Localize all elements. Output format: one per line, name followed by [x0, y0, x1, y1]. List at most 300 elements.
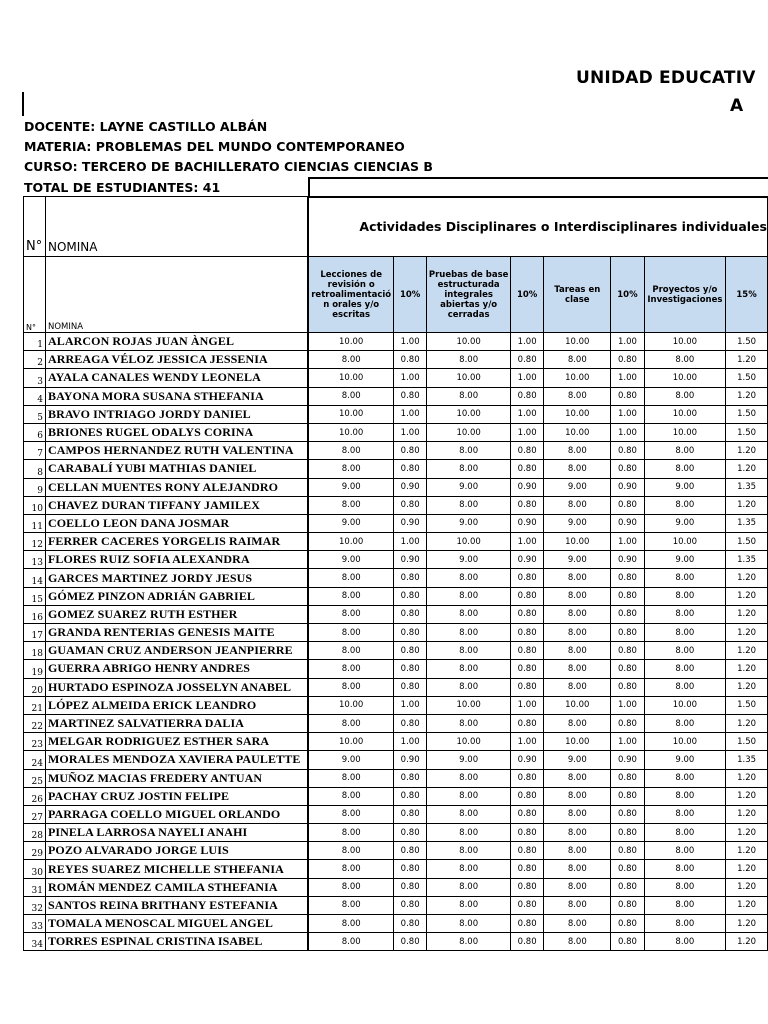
- grade-cell: 9.00: [644, 478, 725, 496]
- grade-cell: 8.00: [427, 714, 511, 732]
- grade-cell: 9.00: [644, 551, 725, 569]
- grade-cell: 8.00: [544, 860, 611, 878]
- grade-cell: 10.00: [427, 733, 511, 751]
- grade-cell: 0.80: [611, 842, 644, 860]
- grade-cell: 1.00: [510, 369, 543, 387]
- row-number: 27: [24, 805, 46, 823]
- student-name: CHAVEZ DURAN TIFFANY JAMILEX: [45, 496, 308, 514]
- header-nomina: NOMINA: [45, 197, 308, 257]
- student-name: MORALES MENDOZA XAVIERA PAULETTE: [45, 751, 308, 769]
- grade-cell: 8.00: [308, 769, 393, 787]
- student-name: PACHAY CRUZ JOSTIN FELIPE: [45, 787, 308, 805]
- grade-cell: 8.00: [644, 660, 725, 678]
- grade-cell: 8.00: [544, 787, 611, 805]
- grade-cell: 0.80: [611, 805, 644, 823]
- grade-cell: 0.80: [510, 587, 543, 605]
- student-name: LÓPEZ ALMEIDA ERICK LEANDRO: [45, 696, 308, 714]
- grade-cell: 0.80: [510, 769, 543, 787]
- grade-cell: 10.00: [644, 696, 725, 714]
- row-number: 20: [24, 678, 46, 696]
- grade-cell: 0.80: [611, 569, 644, 587]
- grade-cell: 0.80: [611, 787, 644, 805]
- grade-cell: 10.00: [427, 369, 511, 387]
- grade-cell: 1.20: [726, 769, 768, 787]
- row-number: 3: [24, 369, 46, 387]
- grade-cell: 1.00: [510, 405, 543, 423]
- grade-cell: 8.00: [544, 387, 611, 405]
- grade-cell: 8.00: [544, 442, 611, 460]
- student-name: PARRAGA COELLO MIGUEL ORLANDO: [45, 805, 308, 823]
- grade-cell: 0.80: [393, 569, 426, 587]
- grade-cell: 10.00: [427, 405, 511, 423]
- grade-cell: 8.00: [544, 605, 611, 623]
- grade-cell: 0.80: [393, 387, 426, 405]
- grade-cell: 10.00: [544, 369, 611, 387]
- grade-cell: 8.00: [644, 387, 725, 405]
- student-name: FERRER CACERES YORGELIS RAIMAR: [45, 533, 308, 551]
- grade-cell: 10.00: [427, 333, 511, 351]
- grade-cell: 0.80: [611, 896, 644, 914]
- grade-cell: 8.00: [644, 569, 725, 587]
- grade-cell: 0.80: [611, 460, 644, 478]
- grade-cell: 8.00: [308, 842, 393, 860]
- table-row: [24, 696, 768, 714]
- grade-cell: 0.80: [510, 824, 543, 842]
- table-row: [24, 478, 768, 496]
- student-name: BAYONA MORA SUSANA STHEFANIA: [45, 387, 308, 405]
- grade-cell: 0.80: [393, 460, 426, 478]
- grade-cell: 0.80: [611, 387, 644, 405]
- grade-cell: 0.80: [510, 642, 543, 660]
- grade-cell: 8.00: [427, 351, 511, 369]
- table-row: [24, 769, 768, 787]
- grade-cell: 0.80: [393, 878, 426, 896]
- grade-cell: 8.00: [427, 660, 511, 678]
- grade-cell: 1.00: [510, 733, 543, 751]
- grade-cell: 10.00: [308, 733, 393, 751]
- grade-cell: 8.00: [427, 787, 511, 805]
- table-row: [24, 624, 768, 642]
- grade-cell: 8.00: [544, 769, 611, 787]
- grade-cell: 8.00: [644, 787, 725, 805]
- grade-cell: 1.20: [726, 496, 768, 514]
- student-name: FLORES RUIZ SOFIA ALEXANDRA: [45, 551, 308, 569]
- grade-cell: 9.00: [544, 478, 611, 496]
- grade-cell: 10.00: [644, 533, 725, 551]
- grade-cell: 10.00: [544, 423, 611, 441]
- row-number: 5: [24, 405, 46, 423]
- grade-cell: 0.80: [510, 787, 543, 805]
- grade-cell: 8.00: [544, 569, 611, 587]
- table-row: [24, 915, 768, 933]
- activities-group-header: Actividades Disciplinares o Interdisciplinares individuales: [308, 197, 767, 257]
- grade-cell: 1.35: [726, 751, 768, 769]
- grade-cell: 1.00: [611, 333, 644, 351]
- student-name: REYES SUAREZ MICHELLE STHEFANIA: [45, 860, 308, 878]
- grade-cell: 8.00: [544, 496, 611, 514]
- table-row: [24, 514, 768, 532]
- grade-cell: 9.00: [644, 751, 725, 769]
- grade-cell: 9.00: [427, 751, 511, 769]
- row-number: 10: [24, 496, 46, 514]
- table-row: [24, 442, 768, 460]
- grade-cell: 8.00: [644, 351, 725, 369]
- grade-cell: 0.80: [393, 805, 426, 823]
- grade-cell: 1.00: [510, 423, 543, 441]
- grade-cell: 8.00: [308, 824, 393, 842]
- row-number: 12: [24, 533, 46, 551]
- grade-cell: 8.00: [644, 678, 725, 696]
- grade-cell: 1.20: [726, 605, 768, 623]
- table-row: [24, 351, 768, 369]
- student-name: ARREAGA VÉLOZ JESSICA JESSENIA: [45, 351, 308, 369]
- total-estudiantes-label: TOTAL DE ESTUDIANTES: 41: [24, 180, 221, 195]
- grade-cell: 8.00: [427, 569, 511, 587]
- grade-cell: 1.00: [393, 533, 426, 551]
- table-row: [24, 805, 768, 823]
- grade-cell: 1.00: [510, 533, 543, 551]
- grade-cell: 1.00: [393, 333, 426, 351]
- grade-cell: 0.80: [611, 769, 644, 787]
- grade-cell: 8.00: [308, 678, 393, 696]
- grade-cell: 1.00: [611, 533, 644, 551]
- grade-cell: 0.80: [393, 605, 426, 623]
- grade-cell: 1.35: [726, 478, 768, 496]
- grade-cell: 1.00: [393, 696, 426, 714]
- grade-cell: 1.20: [726, 824, 768, 842]
- row-number: 19: [24, 660, 46, 678]
- grade-cell: 0.80: [393, 660, 426, 678]
- grade-cell: 9.00: [427, 514, 511, 532]
- row-number: 23: [24, 733, 46, 751]
- grade-cell: 1.20: [726, 569, 768, 587]
- grade-cell: 8.00: [308, 787, 393, 805]
- table-row: [24, 896, 768, 914]
- table-row: [24, 496, 768, 514]
- grade-cell: 1.00: [611, 696, 644, 714]
- grade-cell: 0.80: [611, 587, 644, 605]
- grade-cell: 8.00: [308, 896, 393, 914]
- grade-cell: 0.80: [611, 496, 644, 514]
- grade-cell: 8.00: [544, 878, 611, 896]
- table-row: [24, 787, 768, 805]
- grade-cell: 0.80: [611, 824, 644, 842]
- grade-cell: 8.00: [644, 842, 725, 860]
- grade-cell: 1.20: [726, 624, 768, 642]
- grade-cell: 0.80: [510, 896, 543, 914]
- table-row: [24, 423, 768, 441]
- grade-cell: 1.20: [726, 460, 768, 478]
- table-row: [24, 587, 768, 605]
- grade-cell: 0.90: [393, 514, 426, 532]
- table-row: [24, 460, 768, 478]
- materia-label: MATERIA: PROBLEMAS DEL MUNDO CONTEMPORANEO: [24, 139, 405, 154]
- subheader-no: N°: [24, 257, 46, 333]
- grade-cell: 10.00: [544, 405, 611, 423]
- text-cursor: [22, 92, 24, 116]
- row-number: 6: [24, 423, 46, 441]
- grade-cell: 8.00: [644, 896, 725, 914]
- grade-cell: 8.00: [308, 624, 393, 642]
- student-name: CAMPOS HERNANDEZ RUTH VALENTINA: [45, 442, 308, 460]
- grade-cell: 0.80: [393, 824, 426, 842]
- grade-cell: 8.00: [308, 805, 393, 823]
- grade-cell: 8.00: [644, 442, 725, 460]
- grade-cell: 9.00: [308, 551, 393, 569]
- grade-cell: 8.00: [308, 660, 393, 678]
- grade-cell: 9.00: [427, 478, 511, 496]
- grade-cell: 8.00: [644, 933, 725, 951]
- grade-cell: 1.20: [726, 678, 768, 696]
- grade-cell: 1.35: [726, 514, 768, 532]
- grade-cell: 8.00: [427, 896, 511, 914]
- grade-cell: 8.00: [644, 496, 725, 514]
- grade-cell: 8.00: [544, 460, 611, 478]
- student-name: GUAMAN CRUZ ANDERSON JEANPIERRE: [45, 642, 308, 660]
- grade-cell: 1.00: [510, 333, 543, 351]
- grade-cell: 0.80: [393, 787, 426, 805]
- grade-cell: 0.90: [510, 514, 543, 532]
- grade-cell: 0.90: [393, 551, 426, 569]
- row-number: 11: [24, 514, 46, 532]
- grade-cell: 8.00: [427, 878, 511, 896]
- grade-cell: 1.20: [726, 642, 768, 660]
- table-row: [24, 824, 768, 842]
- grade-cell: 0.80: [393, 896, 426, 914]
- row-number: 30: [24, 860, 46, 878]
- table-row: [24, 551, 768, 569]
- table-row: [24, 714, 768, 732]
- grade-cell: 1.50: [726, 696, 768, 714]
- grade-cell: 0.80: [393, 769, 426, 787]
- grade-cell: 0.80: [611, 878, 644, 896]
- grade-cell: 8.00: [544, 624, 611, 642]
- school-title-line2: A: [730, 96, 744, 116]
- grade-cell: 0.80: [510, 624, 543, 642]
- grade-cell: 0.80: [611, 860, 644, 878]
- grade-cell: 0.80: [393, 496, 426, 514]
- student-name: SANTOS REINA BRITHANY ESTEFANIA: [45, 896, 308, 914]
- row-number: 14: [24, 569, 46, 587]
- header-no: N°: [24, 197, 46, 257]
- grade-cell: 0.80: [611, 624, 644, 642]
- grade-cell: 1.00: [611, 405, 644, 423]
- grade-cell: 0.80: [510, 605, 543, 623]
- grade-cell: 8.00: [544, 660, 611, 678]
- grades-table: [23, 196, 768, 951]
- grade-cell: 8.00: [544, 351, 611, 369]
- grade-cell: 9.00: [308, 514, 393, 532]
- grade-cell: 10.00: [644, 423, 725, 441]
- subheader-lecciones: Lecciones de revisión o retroalimentació n orales y/o escritas: [308, 257, 393, 333]
- table-row: [24, 569, 768, 587]
- grade-cell: 0.80: [393, 714, 426, 732]
- student-name: GRANDA RENTERIAS GENESIS MAITE: [45, 624, 308, 642]
- row-number: 2: [24, 351, 46, 369]
- grade-cell: 8.00: [427, 460, 511, 478]
- grade-cell: 0.80: [611, 678, 644, 696]
- student-name: GÓMEZ PINZON ADRIÁN GABRIEL: [45, 587, 308, 605]
- grade-cell: 8.00: [544, 824, 611, 842]
- grade-cell: 10.00: [544, 733, 611, 751]
- grade-cell: 8.00: [308, 387, 393, 405]
- grade-cell: 0.90: [393, 751, 426, 769]
- grade-cell: 8.00: [308, 442, 393, 460]
- student-name: PINELA LARROSA NAYELI ANAHI: [45, 824, 308, 842]
- grade-cell: 1.35: [726, 551, 768, 569]
- student-name: GOMEZ SUAREZ RUTH ESTHER: [45, 605, 308, 623]
- table-row: [24, 733, 768, 751]
- subheader-pruebas-pct: 10%: [510, 257, 543, 333]
- grade-cell: 10.00: [427, 423, 511, 441]
- grade-cell: 8.00: [544, 915, 611, 933]
- grade-cell: 1.20: [726, 714, 768, 732]
- subheader-nomina: NOMINA: [45, 257, 308, 333]
- grade-cell: 8.00: [308, 714, 393, 732]
- grade-cell: 0.80: [393, 624, 426, 642]
- grade-cell: 0.80: [510, 805, 543, 823]
- grade-cell: 10.00: [544, 696, 611, 714]
- grade-cell: 0.80: [510, 460, 543, 478]
- student-name: POZO ALVARADO JORGE LUIS: [45, 842, 308, 860]
- student-name: HURTADO ESPINOZA JOSSELYN ANABEL: [45, 678, 308, 696]
- grade-cell: 8.00: [308, 642, 393, 660]
- grade-cell: 1.50: [726, 369, 768, 387]
- student-name: ROMÁN MENDEZ CAMILA STHEFANIA: [45, 878, 308, 896]
- row-number: 4: [24, 387, 46, 405]
- grade-cell: 1.20: [726, 860, 768, 878]
- grade-cell: 1.00: [393, 423, 426, 441]
- grade-cell: 10.00: [644, 733, 725, 751]
- grade-cell: 0.90: [611, 551, 644, 569]
- grade-cell: 8.00: [644, 714, 725, 732]
- table-row: [24, 642, 768, 660]
- student-name: CELLAN MUENTES RONY ALEJANDRO: [45, 478, 308, 496]
- grade-cell: 1.50: [726, 733, 768, 751]
- grade-cell: 0.80: [611, 605, 644, 623]
- grade-cell: 10.00: [308, 533, 393, 551]
- grade-cell: 8.00: [427, 605, 511, 623]
- grade-cell: 8.00: [308, 933, 393, 951]
- student-name: MARTINEZ SALVATIERRA DALIA: [45, 714, 308, 732]
- grade-cell: 8.00: [544, 842, 611, 860]
- grade-cell: 0.90: [510, 478, 543, 496]
- grade-cell: 0.80: [510, 496, 543, 514]
- grade-cell: 1.20: [726, 805, 768, 823]
- grade-cell: 8.00: [644, 605, 725, 623]
- grade-cell: 8.00: [308, 496, 393, 514]
- grade-cell: 0.80: [393, 915, 426, 933]
- student-name: TORRES ESPINAL CRISTINA ISABEL: [45, 933, 308, 951]
- grade-cell: 9.00: [644, 514, 725, 532]
- subheader-tareas-pct: 10%: [611, 257, 644, 333]
- row-number: 9: [24, 478, 46, 496]
- student-name: BRIONES RUGEL ODALYS CORINA: [45, 423, 308, 441]
- subheader-tareas: Tareas en clase: [544, 257, 611, 333]
- grade-cell: 8.00: [308, 460, 393, 478]
- row-number: 26: [24, 787, 46, 805]
- table-row: [24, 933, 768, 951]
- grade-cell: 8.00: [544, 714, 611, 732]
- grade-cell: 8.00: [644, 915, 725, 933]
- grade-cell: 1.20: [726, 896, 768, 914]
- grade-cell: 10.00: [644, 369, 725, 387]
- grade-cell: 0.90: [611, 514, 644, 532]
- grade-cell: 8.00: [427, 769, 511, 787]
- grade-cell: 8.00: [644, 805, 725, 823]
- row-number: 13: [24, 551, 46, 569]
- subheader-lecciones-pct: 10%: [393, 257, 426, 333]
- row-number: 21: [24, 696, 46, 714]
- grade-cell: 10.00: [427, 696, 511, 714]
- subheader-proyectos-pct: 15%: [726, 257, 768, 333]
- grade-cell: 8.00: [427, 642, 511, 660]
- grade-cell: 0.80: [393, 442, 426, 460]
- grade-cell: 0.80: [393, 587, 426, 605]
- grade-cell: 8.00: [427, 496, 511, 514]
- grade-cell: 0.80: [510, 714, 543, 732]
- curso-label: CURSO: TERCERO DE BACHILLERATO CIENCIAS CIENCIAS B: [24, 159, 433, 174]
- grade-cell: 8.00: [544, 896, 611, 914]
- grade-cell: 8.00: [427, 678, 511, 696]
- student-name: GARCES MARTINEZ JORDY JESUS: [45, 569, 308, 587]
- grade-cell: 0.90: [611, 478, 644, 496]
- grade-cell: 1.00: [510, 696, 543, 714]
- grade-cell: 1.00: [393, 405, 426, 423]
- grade-cell: 0.80: [393, 933, 426, 951]
- grade-cell: 0.80: [510, 915, 543, 933]
- row-number: 16: [24, 605, 46, 623]
- grade-cell: 0.80: [510, 569, 543, 587]
- grade-cell: 1.00: [611, 733, 644, 751]
- row-number: 15: [24, 587, 46, 605]
- grade-cell: 0.80: [393, 351, 426, 369]
- row-number: 31: [24, 878, 46, 896]
- row-number: 8: [24, 460, 46, 478]
- grade-cell: 0.80: [510, 351, 543, 369]
- grade-cell: 8.00: [544, 933, 611, 951]
- grade-cell: 10.00: [308, 405, 393, 423]
- grade-cell: 1.00: [393, 369, 426, 387]
- grade-cell: 8.00: [308, 569, 393, 587]
- grade-cell: 10.00: [308, 696, 393, 714]
- grade-cell: 8.00: [427, 587, 511, 605]
- grade-cell: 8.00: [427, 442, 511, 460]
- grade-cell: 0.80: [510, 878, 543, 896]
- grade-cell: 1.50: [726, 405, 768, 423]
- grade-cell: 10.00: [544, 533, 611, 551]
- grade-cell: 8.00: [644, 860, 725, 878]
- grade-cell: 9.00: [308, 478, 393, 496]
- grade-cell: 8.00: [427, 915, 511, 933]
- grade-cell: 8.00: [427, 387, 511, 405]
- grade-cell: 8.00: [644, 460, 725, 478]
- row-number: 7: [24, 442, 46, 460]
- grade-cell: 8.00: [308, 605, 393, 623]
- grade-cell: 0.80: [611, 660, 644, 678]
- grade-cell: 9.00: [427, 551, 511, 569]
- row-number: 32: [24, 896, 46, 914]
- row-number: 25: [24, 769, 46, 787]
- student-name: MUÑOZ MACIAS FREDERY ANTUAN: [45, 769, 308, 787]
- grade-cell: 1.20: [726, 878, 768, 896]
- grade-cell: 0.80: [510, 442, 543, 460]
- grade-cell: 8.00: [308, 878, 393, 896]
- grade-cell: 1.20: [726, 587, 768, 605]
- school-title: UNIDAD EDUCATIV: [576, 68, 756, 88]
- row-number: 29: [24, 842, 46, 860]
- grade-cell: 1.00: [611, 369, 644, 387]
